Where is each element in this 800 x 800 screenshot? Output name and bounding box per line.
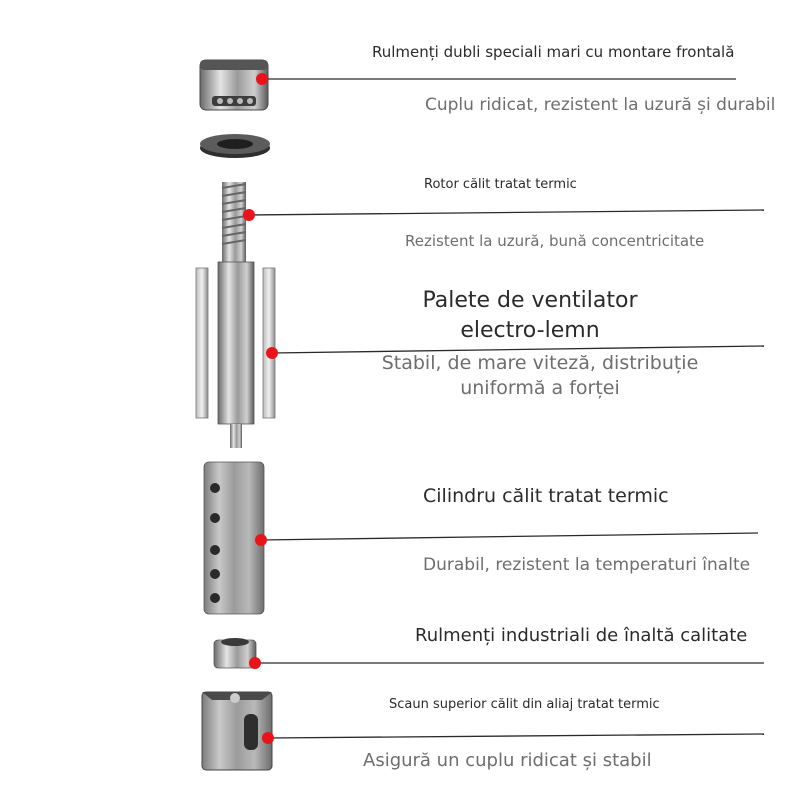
upper-seat-part	[202, 692, 272, 770]
callout-5-title: Rulmenți industriali de înaltă calitate	[415, 625, 748, 646]
leader-line-4	[261, 533, 758, 540]
leader-line-6	[268, 734, 764, 738]
callout-2-description: Rezistent la uzură, bună concentricitate	[405, 232, 705, 250]
fan-blades-part	[196, 262, 275, 448]
marker-dot-6	[262, 732, 274, 744]
marker-dot-5	[249, 657, 261, 669]
marker-dot-1	[256, 73, 268, 85]
callout-4-description: Durabil, rezistent la temperaturi înalte	[423, 555, 751, 575]
hardened-cylinder-part	[204, 462, 264, 614]
callout-2-title: Rotor călit tratat termic	[424, 177, 577, 192]
callout-6-description: Asigură un cuplu ridicat și stabil	[363, 750, 652, 771]
bearing-washer-part	[200, 134, 270, 158]
rotor-shaft-part	[222, 182, 246, 262]
double-bearing-part	[200, 60, 268, 110]
marker-dot-4	[255, 534, 267, 546]
callout-4-title: Cilindru călit tratat termic	[423, 485, 669, 507]
callout-3-description: Stabil, de mare viteză, distribuție uniformă a forței	[381, 352, 699, 400]
callout-1-title: Rulmenți dubli speciali mari cu montare frontală	[372, 43, 735, 61]
callout-3-title: Palete de ventilator electro-lemn	[422, 288, 638, 343]
leader-line-2	[249, 210, 764, 215]
marker-dot-2	[243, 209, 255, 221]
marker-dot-3	[266, 347, 278, 359]
callout-6-title: Scaun superior călit din aliaj tratat termic	[389, 697, 660, 712]
callout-1-description: Cuplu ridicat, rezistent la uzură și durabil	[425, 95, 776, 115]
